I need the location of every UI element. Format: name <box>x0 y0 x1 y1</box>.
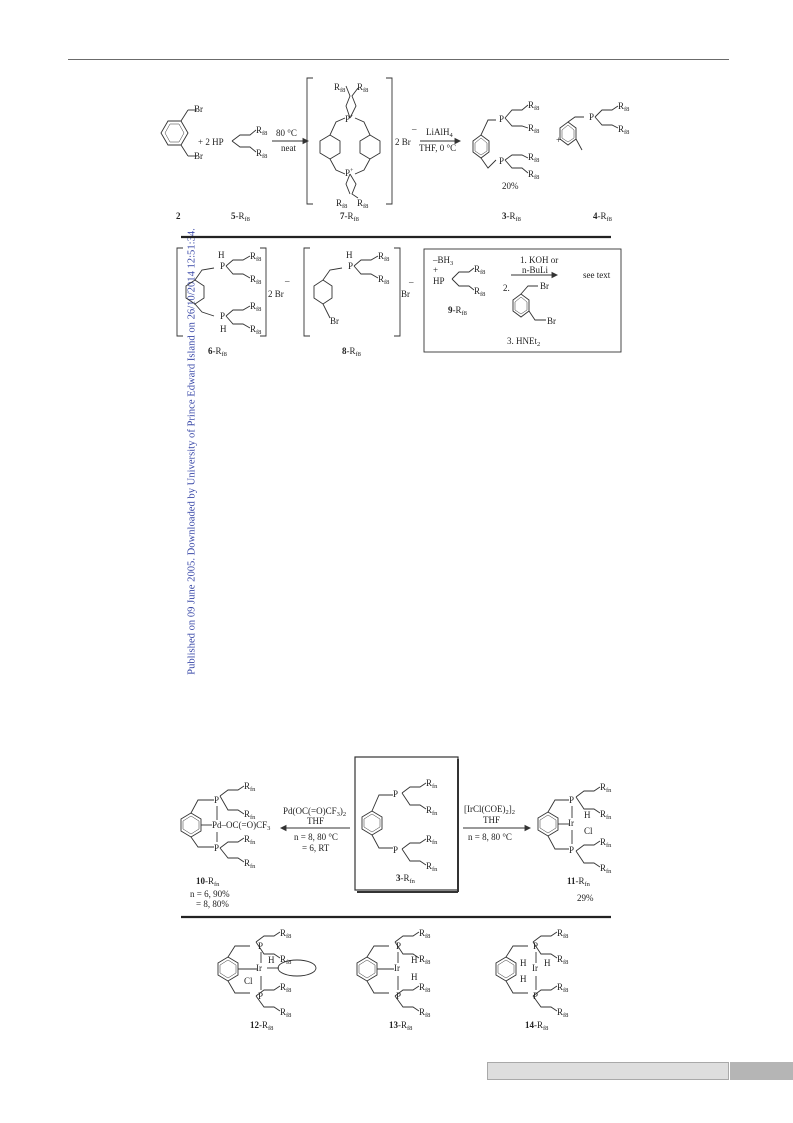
pd-condition-1: n = 8, 80 °C <box>294 832 338 842</box>
yield-11: 29% <box>577 893 594 903</box>
compound-label-3: $3-R_{f8}$ <box>502 211 521 223</box>
step-2-label: 2. <box>503 283 510 293</box>
p-label-10b: P <box>214 843 220 853</box>
ir-label-11: Ir <box>568 818 574 828</box>
r-label-13d: $R_{f8}$ <box>419 1007 431 1019</box>
r-label-7b: $R_{f8}$ <box>357 82 369 94</box>
h-label-13b: H <box>411 972 418 982</box>
compound-13-drawing <box>357 932 419 1011</box>
h-label-6b: H <box>220 324 227 334</box>
r-label-5b: $R_{f8}$ <box>256 148 268 160</box>
r-label-12a: $R_{f8}$ <box>280 928 292 940</box>
compound-label-10: $10-R_{fn}$ <box>196 876 220 888</box>
r-label-11a: $R_{fn}$ <box>600 782 612 794</box>
br-label-bottom: Br <box>194 151 203 161</box>
p-label-3s2a: P <box>393 789 399 799</box>
compound-label-3s2: $3-R_{fn}$ <box>396 873 415 885</box>
see-text: see text <box>583 270 611 280</box>
r-label-14b: $R_{f8}$ <box>557 954 569 966</box>
step2-reagent: LiAlH$_4$ <box>426 127 453 139</box>
step-1-alt-reagent: n-BuLi <box>522 265 548 275</box>
counterion-2br: 2 Br <box>395 137 411 147</box>
br-label-9b: Br <box>547 316 556 326</box>
r-label-3s2d: $R_{fn}$ <box>426 861 438 873</box>
ir-label-12: Ir <box>256 963 262 973</box>
counterion-6: 2 Br <box>268 289 284 299</box>
r-label-13a: $R_{f8}$ <box>419 928 431 940</box>
compound-label-11: $11-R_{fn}$ <box>567 876 590 888</box>
h-label-11: H <box>584 810 591 820</box>
pd-reagent: $Pd(OC(=O)CF_3)_2$ <box>283 806 347 818</box>
br-label-8: Br <box>330 316 339 326</box>
r-label-12d: $R_{f8}$ <box>280 1007 292 1019</box>
cl-label-12: Cl <box>244 976 253 986</box>
br-label-9a: Br <box>540 281 549 291</box>
pd-arrow <box>281 826 350 831</box>
p-label-14b: P <box>533 991 539 1001</box>
r-label-5a: $R_{f8}$ <box>256 125 268 137</box>
step1-temperature: 80 °C <box>276 128 297 138</box>
h-label-6a: H <box>218 250 225 260</box>
compound-label-5: $5-R_{f8}$ <box>231 211 250 223</box>
phosphonium-bottom: P+ <box>345 168 354 178</box>
r-label-3s2c: $R_{fn}$ <box>426 834 438 846</box>
h-label-14a: H <box>520 958 527 968</box>
step2-conditions: THF, 0 °C <box>419 143 457 153</box>
r-label-6d: $R_{f8}$ <box>250 324 262 336</box>
h-label-8: H <box>346 250 353 260</box>
step-3-reagent: 3. HNEt$_2$ <box>507 336 541 348</box>
r-label-3a: $R_{f8}$ <box>528 100 540 112</box>
reagent-2-hp: + 2 HP <box>198 137 224 147</box>
r-label-3b: $R_{f8}$ <box>528 123 540 135</box>
r-label-7d: $R_{f8}$ <box>357 198 369 210</box>
r-label-10c: $R_{fn}$ <box>244 834 256 846</box>
phosphonium-top: P+ <box>345 114 354 124</box>
r-label-11d: $R_{fn}$ <box>600 863 612 875</box>
download-notice: Published on 09 June 2005. Downloaded by University of Prince Edward Island on 26/10/2014 12:51:34. <box>186 228 198 675</box>
counterion-8: Br <box>401 289 410 299</box>
p-label-14a: P <box>533 941 539 951</box>
r-label-12c: $R_{f8}$ <box>280 982 292 994</box>
footer-page-tab <box>730 1062 793 1080</box>
counterion-minus: – <box>412 124 417 134</box>
r-label-10d: $R_{fn}$ <box>244 858 256 870</box>
compound-label-14: $14-R_{f8}$ <box>525 1020 549 1032</box>
compound-3-box <box>355 757 458 890</box>
r-label-13b: $R_{f8}$ <box>419 954 431 966</box>
p-label-3s2b: P <box>393 845 399 855</box>
compound-14-drawing <box>496 932 557 1011</box>
p-label-10a: P <box>214 795 220 805</box>
compound-label-13: $13-R_{f8}$ <box>389 1020 413 1032</box>
r-label-11c: $R_{fn}$ <box>600 837 612 849</box>
h-label-13a: H <box>411 955 418 965</box>
borane-label: $-BH_3$ <box>433 255 454 267</box>
ir-arrow <box>463 826 530 831</box>
r-label-4a: $R_{f8}$ <box>618 101 630 113</box>
r-label-12b: $R_{f8}$ <box>280 954 292 966</box>
compound-label-9: $9-R_{f8}$ <box>448 305 467 317</box>
r-label-14c: $R_{f8}$ <box>557 982 569 994</box>
p-label-11b: P <box>569 845 575 855</box>
r-label-3s2b: $R_{fn}$ <box>426 805 438 817</box>
r-label-3d: $R_{f8}$ <box>528 169 540 181</box>
compound-label-4: $4-R_{f8}$ <box>593 211 612 223</box>
borane-plus: + <box>433 265 439 275</box>
ir-label-13: Ir <box>394 963 400 973</box>
r-label-6a: $R_{f8}$ <box>250 251 262 263</box>
step1-condition: neat <box>281 143 296 153</box>
pd-condition-2: = 6, RT <box>302 843 330 853</box>
r-label-13c: $R_{f8}$ <box>419 982 431 994</box>
p-label-6a: P <box>220 261 226 271</box>
footer-bar <box>487 1062 729 1080</box>
r-label-7a: $R_{f8}$ <box>334 82 346 94</box>
compound-label-2: 2 <box>176 211 181 221</box>
pd-solvent: THF <box>307 816 325 826</box>
h-label-14c: H <box>520 974 527 984</box>
r-label-6b: $R_{f8}$ <box>250 274 262 286</box>
r-label-3s2a: $R_{fn}$ <box>426 778 438 790</box>
r-label-14a: $R_{f8}$ <box>557 928 569 940</box>
p-label-13b: P <box>396 991 402 1001</box>
counterion-6-minus: – <box>285 276 290 286</box>
p-label-4: P <box>589 112 595 122</box>
p-label-13a: P <box>396 941 402 951</box>
step-1-reagent: 1. KOH or <box>520 255 559 265</box>
p-label-3a: P <box>499 114 505 124</box>
compound-label-8: $8-R_{f8}$ <box>342 346 361 358</box>
br-label-top: Br <box>194 104 203 114</box>
h-label-12: H <box>268 955 275 965</box>
r-label-10b: $R_{fn}$ <box>244 809 256 821</box>
p-label-11a: P <box>569 795 575 805</box>
r-label-8a: $R_{f8}$ <box>378 251 390 263</box>
r-label-9b: $R_{f8}$ <box>474 286 486 298</box>
r-label-7c: $R_{f8}$ <box>336 198 348 210</box>
r-label-14d: $R_{f8}$ <box>557 1007 569 1019</box>
yield-3: 20% <box>502 181 519 191</box>
compound-label-12: $12-R_{f8}$ <box>250 1020 274 1032</box>
ir-label-14: Ir <box>532 963 538 973</box>
pd-ligand: $Pd-OC(=O)CF_3$ <box>212 820 271 832</box>
r-label-3c: $R_{f8}$ <box>528 152 540 164</box>
r-label-6c: $R_{f8}$ <box>250 301 262 313</box>
yield-10-n8: = 8, 80% <box>196 899 229 909</box>
plus-sign: + <box>556 135 562 145</box>
p-label-12b: P <box>258 991 264 1001</box>
ir-solvent: THF <box>483 815 501 825</box>
r-label-9a: $R_{f8}$ <box>474 264 486 276</box>
ir-reagent: $[IrCl(COE)_2]_2$ <box>464 804 515 816</box>
p-label-12a: P <box>258 941 264 951</box>
r-label-8b: $R_{f8}$ <box>378 274 390 286</box>
yield-10-n6: n = 6, 90% <box>190 889 230 899</box>
p-label-3b: P <box>499 156 505 166</box>
r-label-11b: $R_{fn}$ <box>600 809 612 821</box>
cl-label-11: Cl <box>584 826 593 836</box>
r-label-4b: $R_{f8}$ <box>618 124 630 136</box>
hp-label-9: HP <box>433 276 445 286</box>
compound-12-drawing <box>218 932 316 1011</box>
counterion-8-minus: – <box>409 277 414 287</box>
compound-label-6: $6-R_{f8}$ <box>208 346 227 358</box>
compound-label-7: $7-R_{f8}$ <box>340 211 359 223</box>
r-label-10a: $R_{fn}$ <box>244 781 256 793</box>
p-label-6b: P <box>220 311 226 321</box>
p-label-8: P <box>348 261 354 271</box>
ir-condition: n = 8, 80 °C <box>468 832 512 842</box>
h-label-14b: H <box>544 958 551 968</box>
